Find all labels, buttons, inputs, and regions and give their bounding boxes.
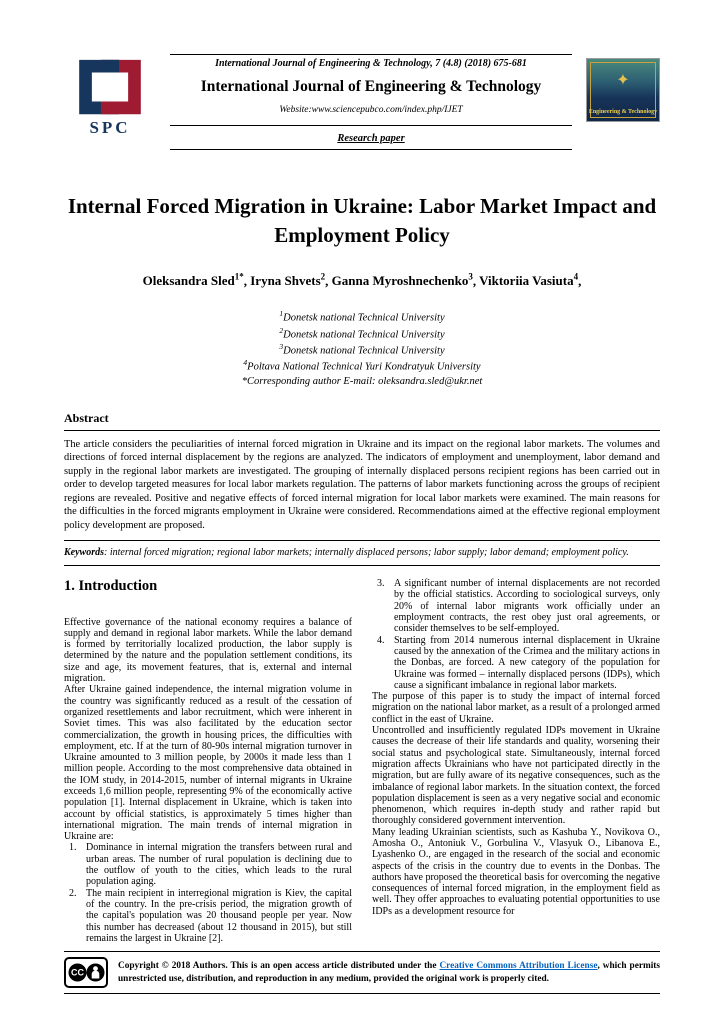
publisher-logo: [64, 58, 156, 138]
rule-below-keywords: [64, 565, 660, 566]
copyright-text: [118, 960, 660, 985]
intro-list-left: [64, 842, 352, 944]
svg-text:CC: CC: [71, 967, 84, 978]
corresponding-author-line: *Corresponding author E-mail: oleksandra.sled@ukr.net: [241, 375, 483, 387]
affiliation-line: $^4$Poltava National Technical Yuri Kondratyuk University: [243, 358, 481, 373]
article-title: Internal Forced Migration in Ukraine: Labor Market Impact and Employment Policy: [67, 194, 657, 247]
paragraph: Many leading Ukrainian scientists, such as Kashuba Y., Novikova O., Amosha O., Antoniuk V., Gorbulina V., Vlasyuk O., Libanova E., Lyashenko O., are engaged in the research of the social and economic aspects of the crisis in the country due to events in the Donbas. The authors have proposed the theoretical basis for overcoming the negative consequences of internal forced migration, in the employment field as well. They offer approaches to evaluating potential opportunities to use IDPs as a development resource for: [372, 826, 660, 917]
affiliation-line: $^1$Donetsk national Technical University: [279, 309, 445, 324]
paragraph: Effective governance of the national economy requires a balance of supply and demand in regional labor markets. While the labor demand is formed by territorially localized production, the labor supply is determined by the nature and the population settlement conditions, its size and age, its movement features, that is, external and internal migration.: [64, 616, 352, 685]
list-item-text: A significant number of internal displacements are not recorded by the official statistics. According to sociological surveys, only 20% of internal labor migrants work officially under an employment contracts, the rest obey just oral agreements, or consider themselves to be self-employed.: [394, 578, 660, 635]
publisher-abbreviation: SPC: [89, 118, 131, 137]
journal-title: International Journal of Engineering & Technology: [200, 78, 542, 95]
spc-logo-icon: [77, 58, 143, 116]
list-item: [64, 888, 352, 944]
intro-paragraphs-left: [64, 617, 352, 843]
list-item-text: The main recipient in interregional migration is Kiev, the capital of the country. In the pre-crisis period, the migration growth of the capital's population was 20 thousand people per year. Now this number has decreased (about 12 thousand in 2015), but still remains the largest in Ukraine [2].: [86, 887, 352, 944]
section-heading-introduction: 1. Introduction: [64, 578, 158, 595]
author-name: Ganna Myroshnechenko$^3$: [331, 271, 473, 289]
journal-website[interactable]: Website:www.sciencepubco.com/index.php/IJET: [279, 105, 463, 115]
cover-ornament-icon: ✦: [616, 72, 630, 89]
author-name: Viktoriia Vasiuta$^4$: [479, 271, 579, 289]
list-item-text: Starting from 2014 numerous internal displacement in Ukraine caused by the annexation of the Crimea and the military actions in the Donbas, are forced. A new category of the population for Ukraine was formed – internally displaced persons (IDPs), which cause a significant imbalance in regional labor markets.: [394, 634, 660, 691]
list-item-number: 2.: [69, 887, 77, 899]
copyright-text-after-link: , which permits unrestricted use, distribution, and reproduction in any medium, provided the original work is properly cited.: [118, 960, 660, 984]
list-item: [372, 578, 660, 634]
list-item-number: 1.: [69, 842, 77, 854]
affiliation-line: $^3$Donetsk national Technical University: [279, 341, 445, 357]
right-column: [372, 578, 660, 944]
body-columns: [64, 578, 660, 944]
journal-cover-thumbnail: [586, 58, 660, 122]
copyright-text-before-link: Copyright © 2018 Authors. This is an open access article distributed under the: [118, 960, 440, 971]
abstract-section: [64, 411, 660, 567]
paper-type-band: [170, 125, 572, 150]
keywords-label: Keywords: [64, 547, 104, 559]
left-column: [64, 578, 352, 944]
cover-caption: Engineering & Technology: [588, 109, 658, 116]
affiliation-block: [64, 309, 660, 388]
list-item: [64, 842, 352, 887]
affiliation-list: [64, 309, 660, 374]
authors-line: Oleksandra Sled$^{1*}$, Iryna Shvets$^2$, Ganna Myroshnechenko$^3$, Viktoriia Vasiuta$^4$,: [142, 271, 582, 289]
journal-masthead: [170, 54, 572, 150]
rule-below-abstract-heading: [64, 430, 660, 431]
copyright-footer: [64, 951, 660, 994]
list-item: [372, 635, 660, 691]
author-name: Iryna Shvets$^2$: [250, 271, 326, 289]
rule-above-keywords: [64, 540, 660, 541]
intro-paragraphs-right: [372, 691, 660, 917]
journal-header: [64, 54, 660, 150]
list-item-number: 4.: [377, 634, 385, 646]
author-name: Oleksandra Sled$^{1*}$: [142, 271, 244, 289]
creative-commons-license-link[interactable]: Creative Commons Attribution License: [439, 960, 598, 971]
abstract-heading: Abstract: [64, 410, 109, 425]
list-item-number: 3.: [377, 578, 385, 590]
keywords-text: : internal forced migration; regional labor markets; internally displaced persons; labor supply; labor demand; employment policy.: [104, 547, 629, 559]
abstract-text: The article considers the peculiarities of internal forced migration in Ukraine and its impact on the regional labor markets. The volumes and directions of forced internal displacement by the regions are analyzed. The indicators of employment and unemployment, labor demand and supply in the regional labor markets are investigated. The grouping of internally displaced persons recipient regions has been carried out in order to develop targeted measures for local labor markets regulation. The patterns of labor markets functioning across the groups of recipient regions are revealed. Positive and negative effects of forced internal migration for local labor markets were examined. The main reasons for the difficulties in the forced migrants employment in Ukraine were considered. Recommendations aimed at the effective regional employment policy development are proposed.: [64, 438, 660, 531]
cc-by-license-icon: [64, 957, 108, 988]
paper-type-label: Research paper: [337, 133, 405, 144]
list-item-text: Dominance in internal migration the transfers between rural and urban areas. The number of rural population is declining due to the outflow of youth to the cities, which leads to the rural population aging.: [86, 842, 352, 888]
paragraph: After Ukraine gained independence, the internal migration volume in the country was significantly reduced as a result of the cessation of organized resettlements and labor recruitment, which were inherent in Soviet times. This was also facilitated by the education sector commercialization, the growth in housing prices, the difficulties with employment, etc. If at the turn of 80-90s internal migration turnover in Ukraine amounted to 3 million people, by 2000s it made less than 1 million people. According to the most comprehensive data obtained in the IOM study, in 2014-2015, number of internal migrants in Ukraine exceeds 1,6 million people, representing 9% of the economically active population [1]. Internal displacement in Ukraine, which is taken into account by official statistics, is approximately 5 times higher than international migration. The main trends of internal migration in Ukraine are:: [64, 684, 352, 843]
keywords-line: [64, 547, 660, 558]
citation-line: International Journal of Engineering & Technology, 7 (4.8) (2018) 675-681: [215, 58, 527, 69]
paragraph: Uncontrolled and insufficiently regulated IDPs movement in Ukraine causes the decrease of their life standards and quality, worsening their social status and psychological state. Simultaneously, internal forced migration affects Ukrainians who have not participated directly in the migration, but are fully aware of its negative consequences, such as the imbalance of regional labor markets. In the situation context, the forced population displacement is seen as a very negative social and economic phenomenon, which requires in-depth study and rather rapid but thoroughly considered government intervention.: [372, 725, 660, 827]
affiliation-line: $^2$Donetsk national Technical University: [279, 325, 445, 341]
intro-list-right: [372, 578, 660, 691]
paragraph: The purpose of this paper is to study the impact of internal forced migration on the national labor market, as a result of a prolonged armed conflict in the east of Ukraine.: [372, 691, 660, 725]
